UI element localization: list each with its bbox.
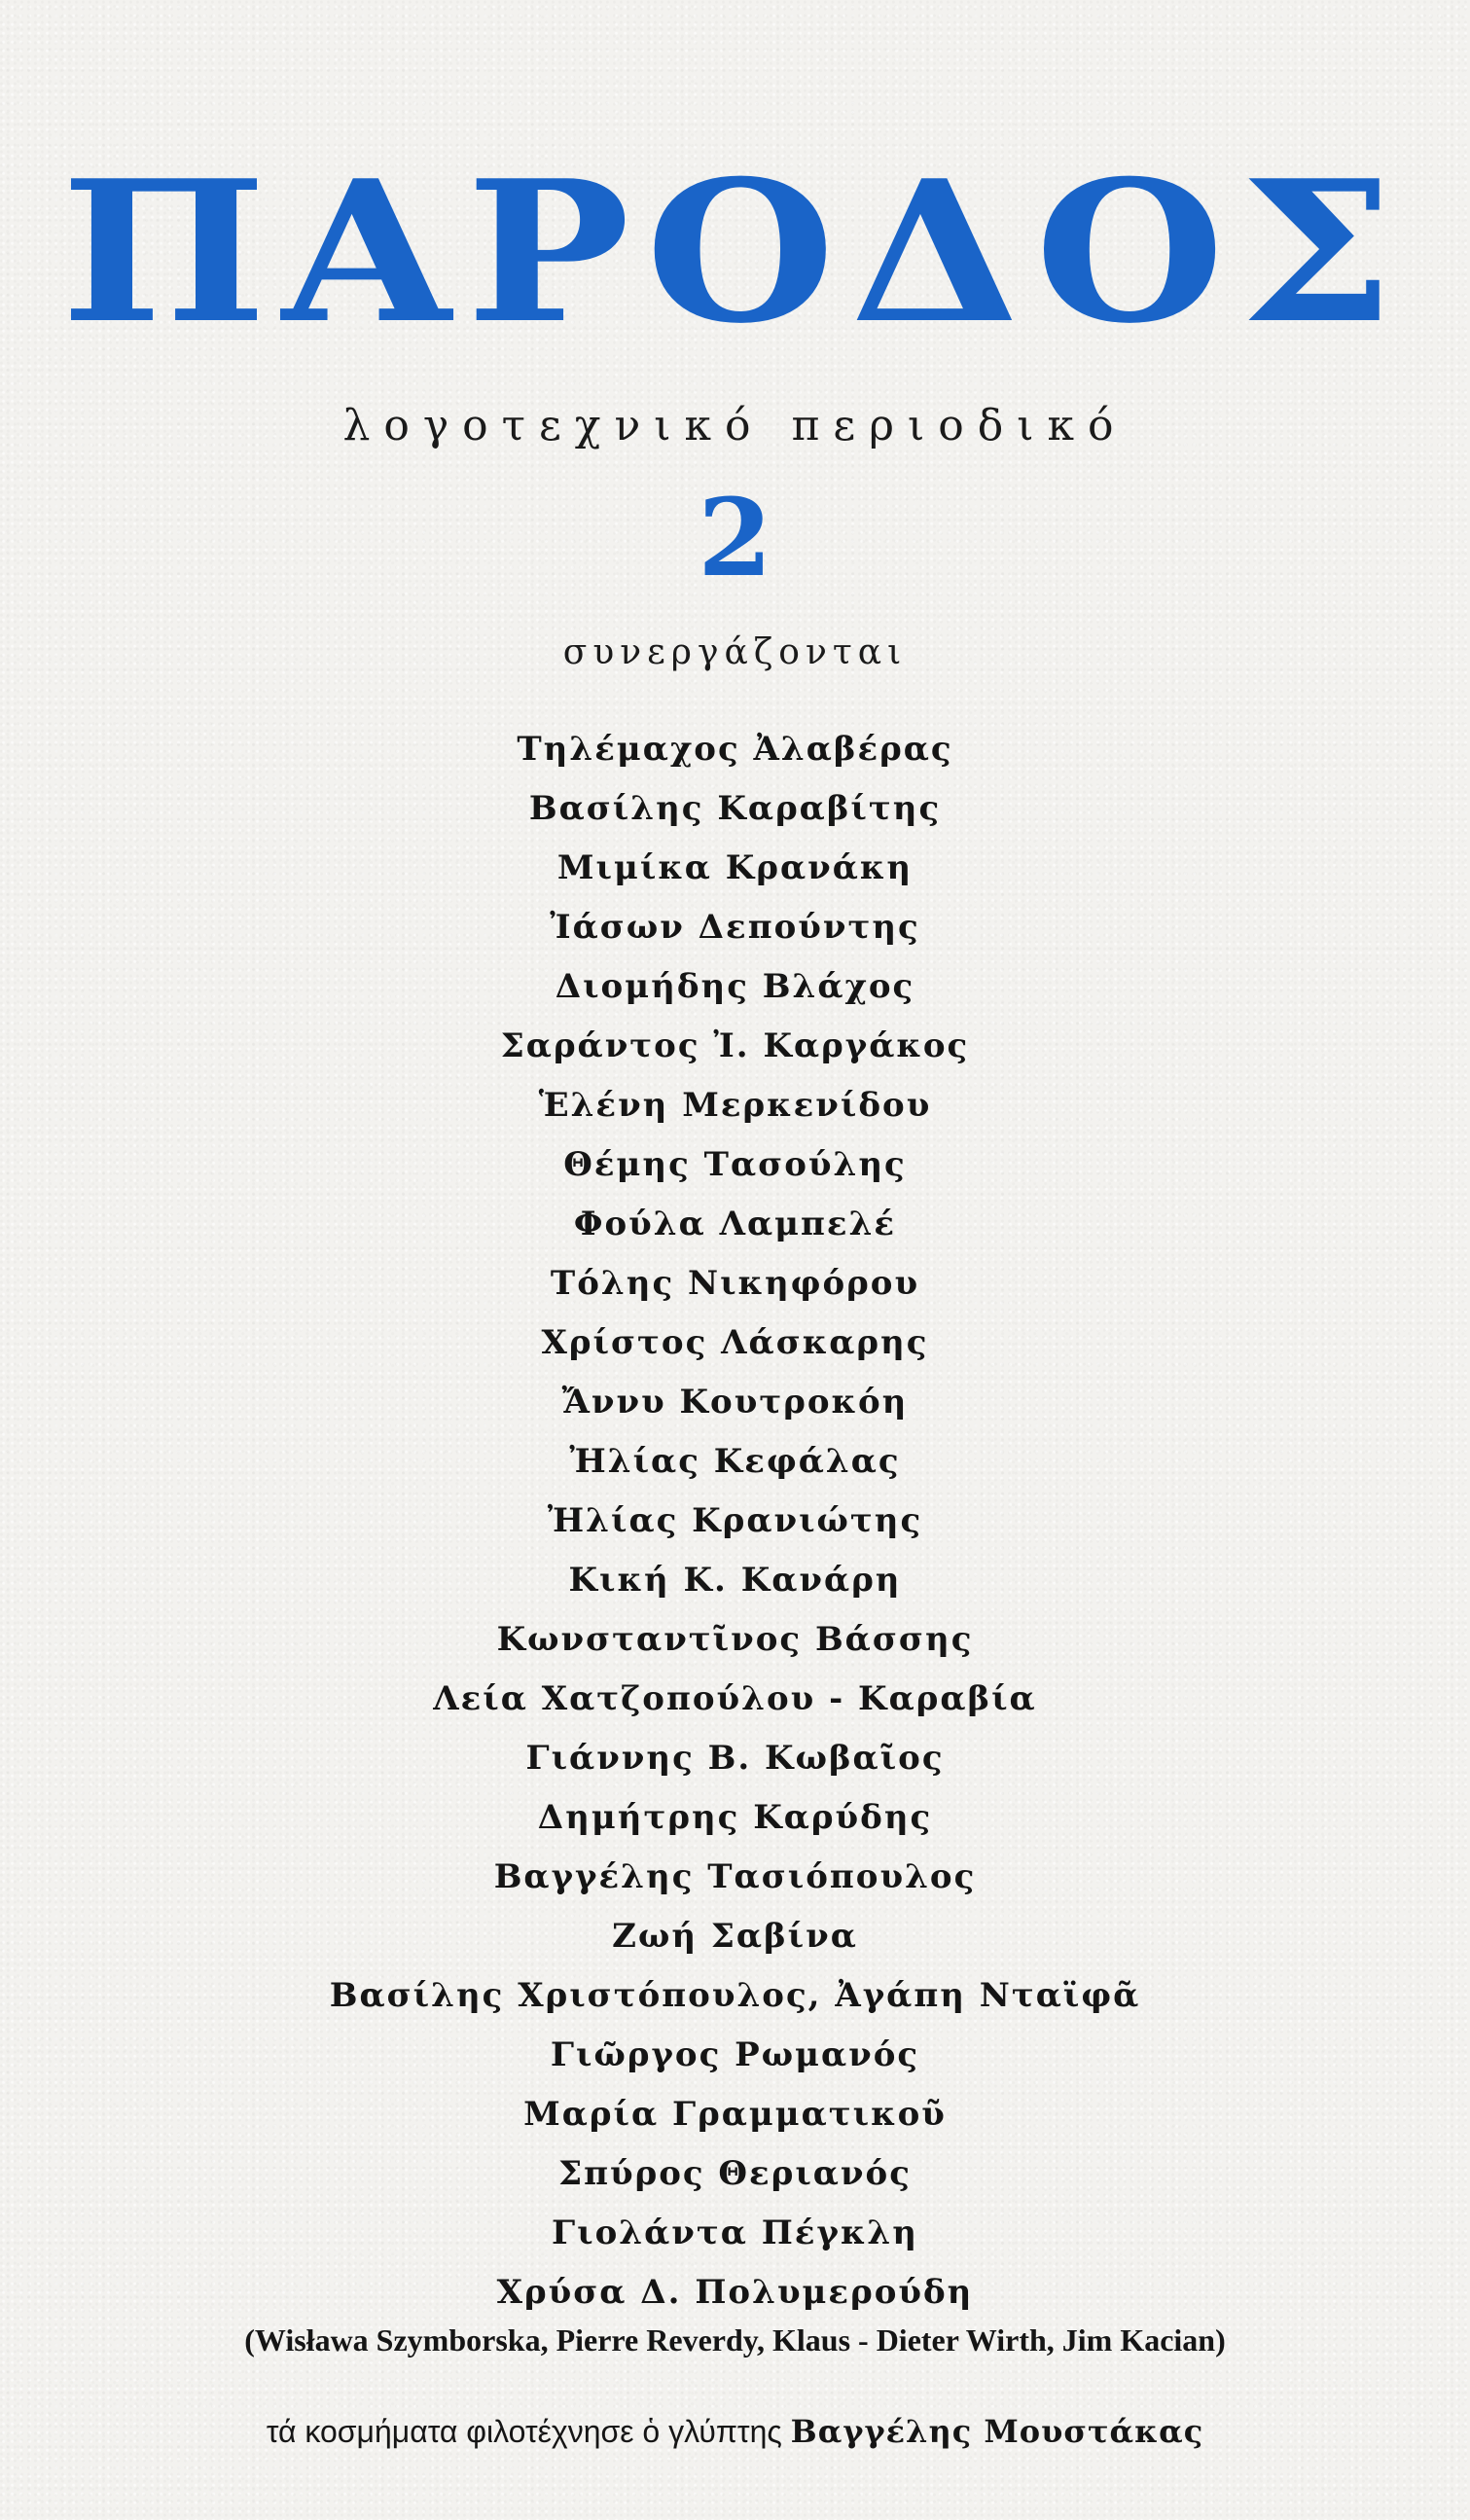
ornaments-credit [0,2413,1470,2450]
contributors-list [0,720,1470,2322]
credit-text: τά κοσμήματα φιλοτέχνησε ὁ γλύπτης [266,2414,782,2449]
contributor-name: Τόλης Νικηφόρου [550,1264,920,1303]
contributor-name: Ἠλίας Κεφάλας [569,1442,901,1481]
contributor-name: Διομήδης Βλάχος [555,967,915,1006]
contributor-name: Λεία Χατζοπούλου - Καραβία [433,1679,1037,1718]
contributor-name: Θέμης Τασούλης [563,1145,907,1184]
credit-artist: Βαγγέλης Μουστάκας [790,2413,1204,2450]
issue-number: 2 [698,475,772,600]
contributor-name: Τηλέμαχος Ἀλαβέρας [517,730,953,769]
contributor-name: Κωνσταντῖνος Βάσσης [496,1620,974,1659]
contributor-name: Κική Κ. Κανάρη [568,1561,902,1600]
contributor-name: Χρίστος Λάσκαρης [541,1323,929,1362]
contributor-name: Σαράντος Ἰ. Καργάκος [500,1026,970,1065]
contributor-name: Βασίλης Χριστόπουλος, Ἀγάπη Νταϊφᾶ [329,1976,1141,2015]
contributor-name: Βαγγέλης Τασιόπουλος [493,1857,977,1896]
magazine-title: ΠΑΡΟΔΟΣ [60,138,1410,367]
contributor-name: Ζωή Σαβίνα [612,1917,858,1956]
contributor-name: Δημήτρης Καρύδης [537,1798,933,1837]
contributor-name: Μιμίκα Κρανάκη [556,848,914,887]
contributor-name: Γιάννης Β. Κωβαῖος [525,1739,945,1778]
contributor-name: Βασίλης Καραβίτης [528,789,942,828]
contributor-name: Φούλα Λαμπελέ [573,1205,897,1243]
contributor-name: Μαρία Γραμματικοῦ [523,2095,947,2134]
contributor-name: Ἠλίας Κρανιώτης [547,1501,923,1540]
contributor-name: Ἄννυ Κουτροκόη [561,1383,909,1422]
foreign-contributors: (Wisława Szymborska, Pierre Reverdy, Klaus - Dieter Wirth, Jim Kacian) [244,2322,1226,2358]
contributor-name: Χρύσα Δ. Πολυμερούδη [496,2273,974,2312]
magazine-subtitle: λογοτεχνικό περιοδικό [342,401,1128,450]
contributor-name: Γιῶργος Ρωμανός [550,2035,920,2074]
contributor-name: Γιολάντα Πέγκλη [551,2214,918,2252]
contributor-name: Ἑλένη Μερκενίδου [538,1086,932,1125]
contributor-name: Σπύρος Θεριανός [558,2154,912,2193]
contributor-name: Ἰάσων Δεπούντης [550,908,920,947]
collaborators-heading: συνεργάζονται [562,632,908,672]
